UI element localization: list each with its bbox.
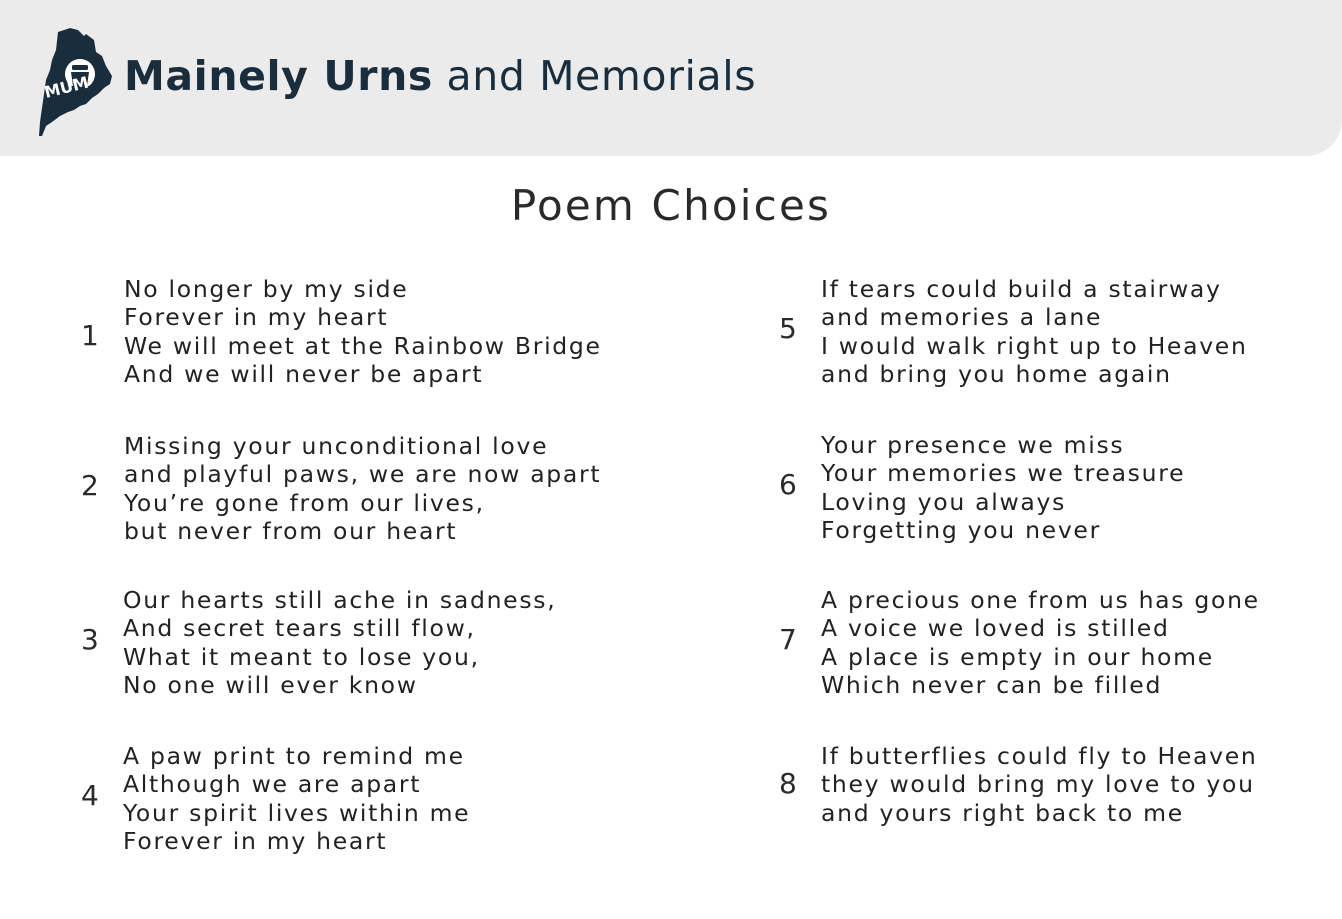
poem-line: Loving you always bbox=[821, 487, 1067, 516]
poem-line: Although we are apart bbox=[123, 770, 422, 799]
poem-text bbox=[821, 586, 1260, 700]
logo-text: MUM bbox=[42, 72, 91, 102]
poem-line: and yours right back to me bbox=[821, 798, 1184, 827]
poem-line: Forever in my heart bbox=[124, 303, 389, 332]
poem-line: and bring you home again bbox=[821, 360, 1172, 389]
poem-number: 7 bbox=[779, 623, 797, 656]
poem-line: And secret tears still flow, bbox=[123, 614, 476, 643]
poem-line: What it meant to lose you, bbox=[123, 642, 480, 671]
brand-name-strong: Mainely Urns bbox=[124, 52, 433, 100]
poem-line: No one will ever know bbox=[123, 671, 418, 700]
page-title: Poem Choices bbox=[510, 181, 832, 230]
poem-text bbox=[821, 275, 1248, 389]
poem-line: Our hearts still ache in sadness, bbox=[123, 586, 557, 614]
poem-line: And we will never be apart bbox=[124, 360, 484, 389]
poem-number: 1 bbox=[81, 319, 99, 352]
maine-state-urn-icon bbox=[36, 26, 114, 138]
poem-text bbox=[123, 586, 556, 700]
poem-line: A paw print to remind me bbox=[123, 742, 465, 770]
poem-line: Missing your unconditional love bbox=[124, 432, 549, 460]
poem-line: A precious one from us has gone bbox=[821, 586, 1260, 614]
poem-number: 4 bbox=[81, 779, 99, 812]
poem-line: You’re gone from our lives, bbox=[124, 488, 485, 517]
poem-line: Forgetting you never bbox=[821, 516, 1101, 545]
poem-line: Your memories we treasure bbox=[821, 459, 1186, 488]
poem-line: I would walk right up to Heaven bbox=[821, 331, 1248, 360]
poem-text bbox=[124, 275, 602, 389]
poem-line: We will meet at the Rainbow Bridge bbox=[124, 331, 602, 360]
poem-line: Forever in my heart bbox=[123, 827, 388, 856]
poem-number: 2 bbox=[81, 469, 99, 502]
poem-line: No longer by my side bbox=[124, 275, 409, 303]
brand-name-rest: and Memorials bbox=[432, 52, 757, 100]
poem-text bbox=[124, 432, 601, 546]
poem-line: A voice we loved is stilled bbox=[821, 614, 1170, 643]
poem-line: and memories a lane bbox=[821, 303, 1103, 332]
poem-text bbox=[821, 742, 1257, 827]
poem-line: Your presence we miss bbox=[821, 431, 1125, 459]
poem-text bbox=[123, 742, 470, 856]
poem-line: Your spirit lives within me bbox=[123, 798, 471, 827]
poem-number: 8 bbox=[779, 767, 797, 800]
poem-number: 3 bbox=[81, 623, 99, 656]
poem-number: 5 bbox=[779, 312, 797, 345]
poem-line: they would bring my love to you bbox=[821, 770, 1255, 799]
poem-line: but never from our heart bbox=[124, 517, 458, 546]
poem-line: If butterflies could fly to Heaven bbox=[821, 742, 1258, 770]
poem-line: A place is empty in our home bbox=[821, 642, 1214, 671]
page-header bbox=[0, 0, 1342, 156]
brand-name bbox=[124, 52, 756, 100]
poem-number: 6 bbox=[779, 468, 797, 501]
poem-text bbox=[821, 431, 1185, 545]
poem-line: Which never can be filled bbox=[821, 671, 1163, 700]
poem-line: and playful paws, we are now apart bbox=[124, 460, 602, 489]
poem-line: If tears could build a stairway bbox=[821, 275, 1222, 303]
